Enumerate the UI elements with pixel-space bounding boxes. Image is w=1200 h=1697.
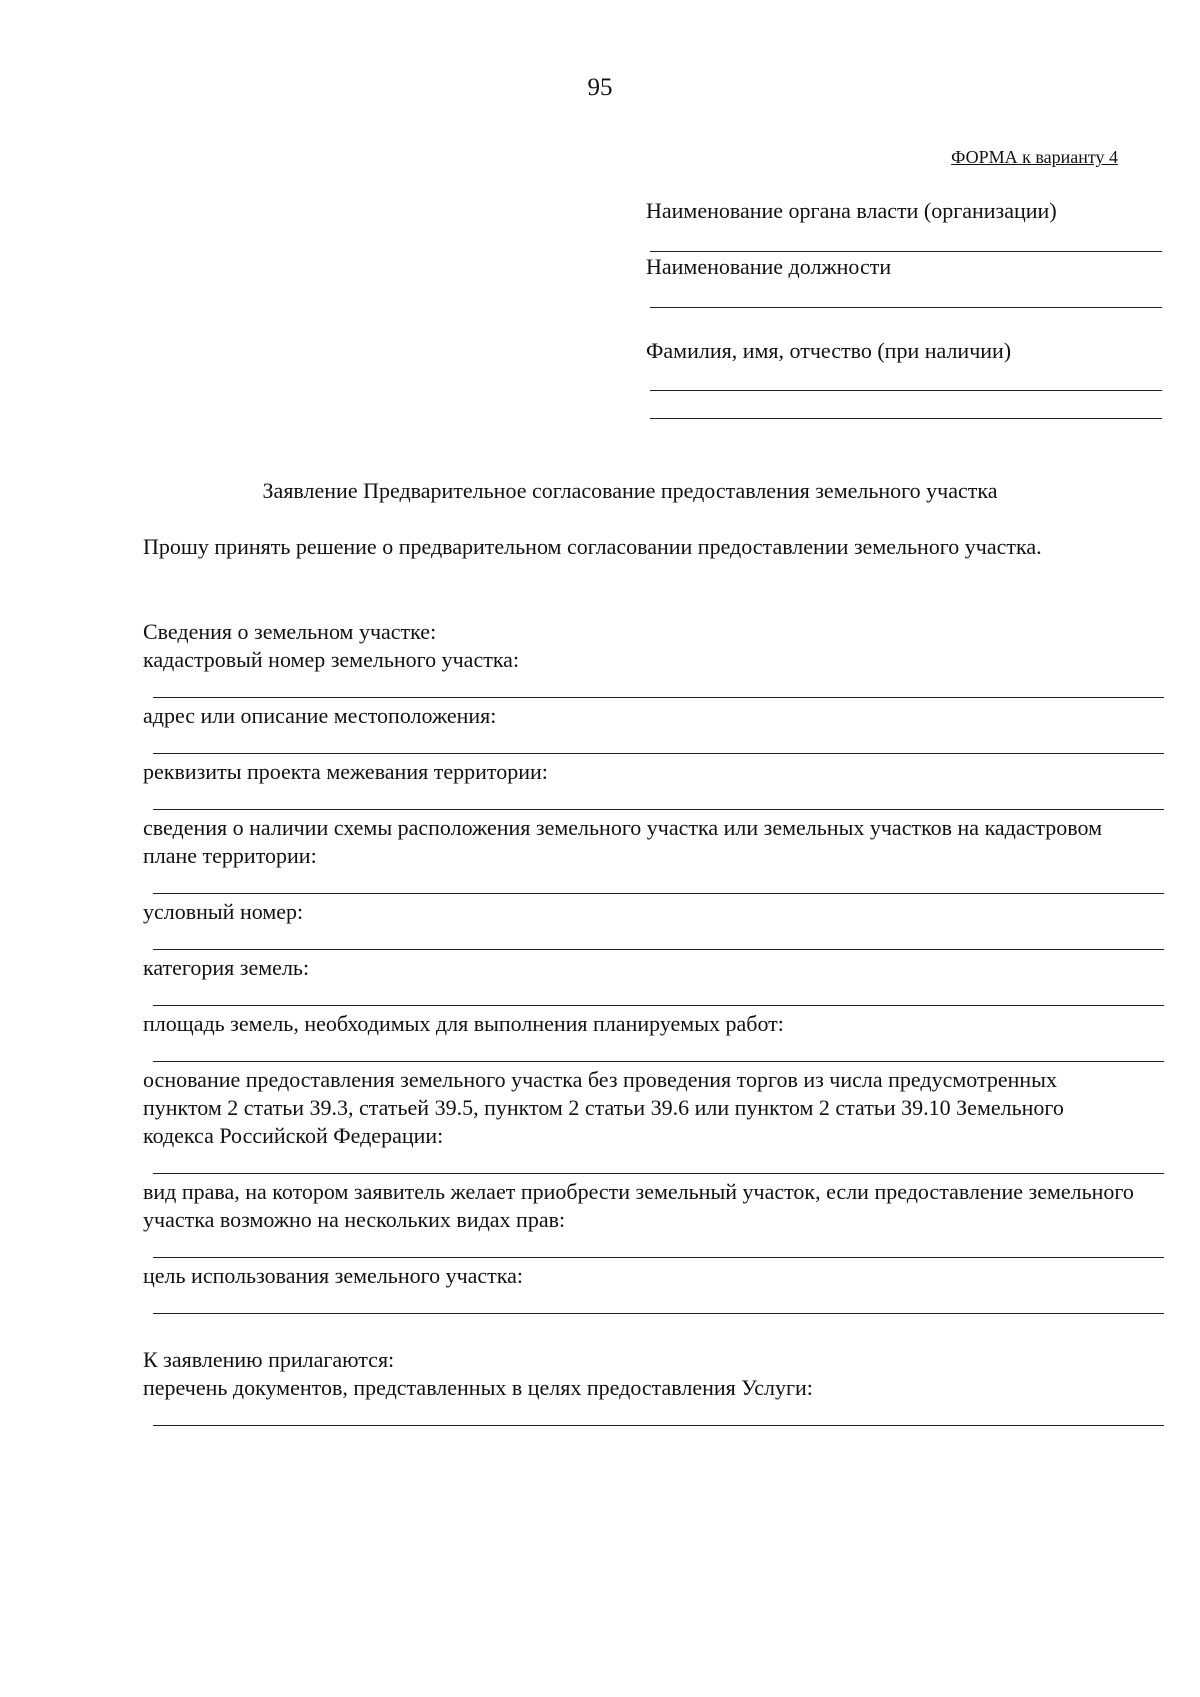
purpose-label: цель использования земельного участка: [143, 1263, 524, 1288]
document-title: Заявление Предварительное согласование предоставления земельного участка [262, 478, 998, 503]
layout-scheme-line[interactable] [153, 893, 1164, 894]
position-input-line[interactable] [650, 307, 1162, 308]
name-label: Фамилия, имя, отчество (при наличии) [646, 338, 1012, 363]
request-text: Прошу принять решение о предварительном согласовании предоставлении земельного участка. [143, 534, 1042, 559]
land-category-label: категория земель: [143, 955, 310, 980]
name-input-line-1[interactable] [650, 390, 1162, 391]
area-line[interactable] [153, 1061, 1164, 1062]
layout-scheme-label: сведения о наличии схемы расположения земельного участка или земельных участков на кадастровом плане территории: [143, 815, 1103, 868]
right-type-line[interactable] [153, 1257, 1164, 1258]
authority-input-line[interactable] [650, 251, 1162, 252]
conditional-number-label: условный номер: [143, 899, 304, 924]
address-line[interactable] [153, 753, 1164, 754]
survey-project-line[interactable] [153, 809, 1164, 810]
address-label: адрес или описание местоположения: [143, 703, 497, 728]
land-section-heading: Сведения о земельном участке: [143, 619, 437, 644]
position-label: Наименование должности [646, 254, 892, 279]
grounds-line[interactable] [153, 1173, 1164, 1174]
cadastral-number-line[interactable] [153, 697, 1164, 698]
name-input-line-2[interactable] [650, 418, 1162, 419]
documents-list-label: перечень документов, представленных в целях предоставления Услуги: [143, 1375, 813, 1400]
right-type-label: вид права, на котором заявитель желает приобрести земельный участок, если предоставление земельного участка возможно на нескольких видах прав: [143, 1179, 1134, 1232]
area-label: площадь земель, необходимых для выполнения планируемых работ: [143, 1011, 784, 1036]
page-number: 95 [587, 74, 613, 101]
conditional-number-line[interactable] [153, 949, 1164, 950]
documents-list-line[interactable] [153, 1425, 1164, 1426]
addressee-block [646, 0, 1166, 430]
land-category-line[interactable] [153, 1005, 1164, 1006]
purpose-line[interactable] [153, 1313, 1164, 1314]
survey-project-label: реквизиты проекта межевания территории: [143, 759, 548, 784]
grounds-label: основание предоставления земельного участка без проведения торгов из числа предусмотренных пунктом 2 статьи 39.3, статьей 39.5, пунктом 2 статьи 39.6 или пунктом 2 статьи 39.10 Земельного кодекса Российской Федерации: [143, 1067, 1064, 1148]
attachments-heading: К заявлению прилагаются: [143, 1347, 395, 1372]
form-reference: ФОРМА к варианту 4 [951, 147, 1118, 167]
authority-label: Наименование органа власти (организации) [646, 198, 1057, 223]
cadastral-number-label: кадастровый номер земельного участка: [143, 647, 520, 672]
